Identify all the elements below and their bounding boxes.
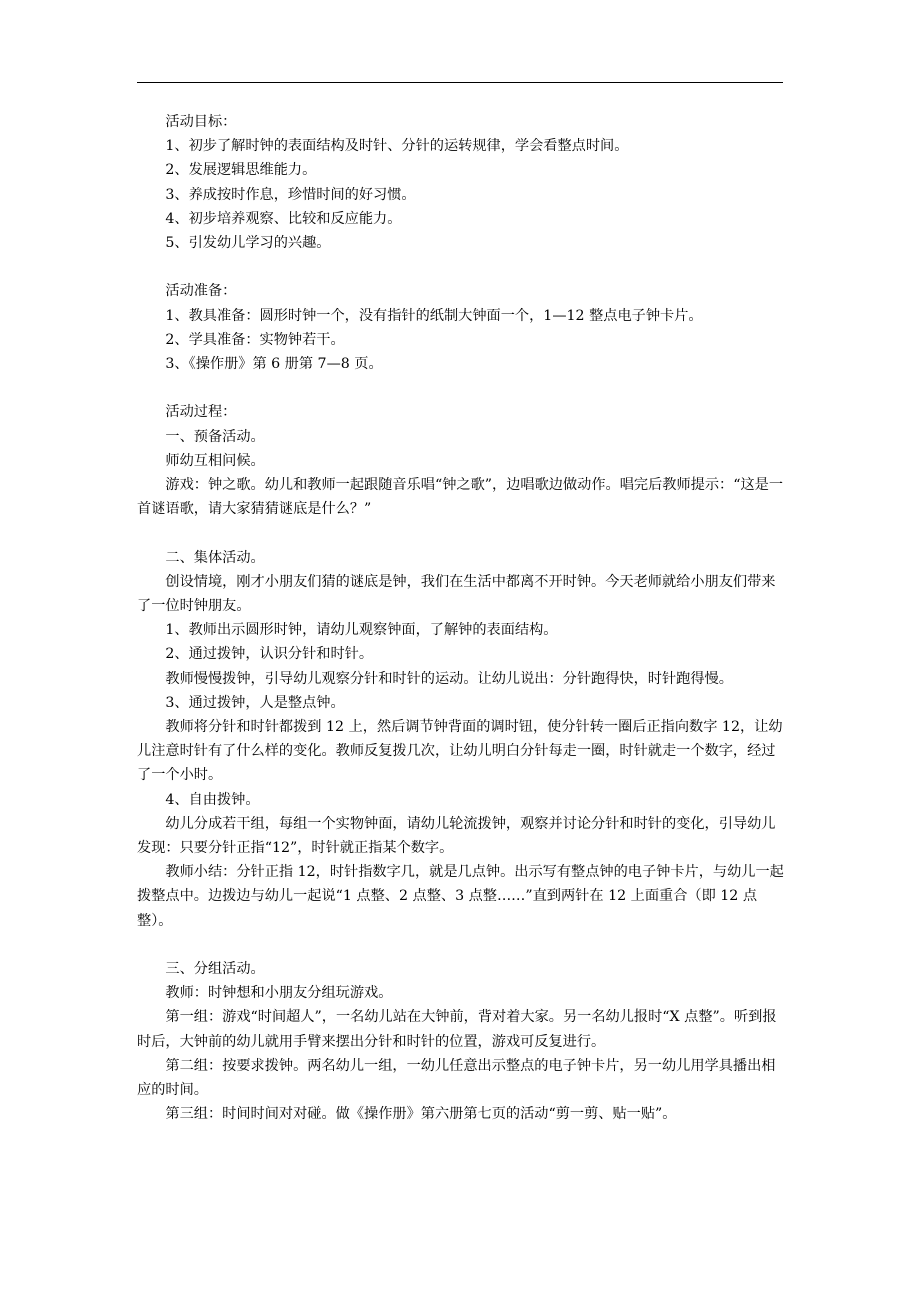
goal-item: 1、初步了解时钟的表面结构及时针、分针的运转规律，学会看整点时间。 [165,138,629,155]
paragraph: 4、自由拨钟。 [165,791,260,808]
section-title-prep: 活动准备： [165,283,237,300]
paragraph: 教师将分针和时针都拨到 12 上，然后调节钟背面的调时钮，使分针转一圈后正指向数字 12，让幼儿注意时针有了什么样的变化。教师反复拨几次，让幼儿明白分针每走一圈，时针就走一个数字，经过了一个小时。 [137,719,783,784]
spacer [137,376,787,400]
paragraph: 3、通过拨钟，人是整点钟。 [165,694,345,711]
section-title-process: 活动过程： [165,404,237,421]
header-rule [137,82,783,83]
spacer [137,255,787,279]
part-heading: 一、预备活动。 [165,428,265,445]
document-body [137,110,787,1126]
paragraph: 游戏：钟之歌。幼儿和教师一起跟随音乐唱“钟之歌”，边唱歌边做动作。唱完后教师提示：“这是一首谜语歌，请大家猜猜谜底是什么？” [137,477,784,518]
part-heading: 三、分组活动。 [165,961,265,978]
spacer [137,521,787,545]
paragraph: 教师慢慢拨钟，引导幼儿观察分针和时针的运动。让幼儿说出：分针跑得快，时针跑得慢。 [165,670,733,687]
paragraph: 教师：时钟想和小朋友分组玩游戏。 [165,985,393,1002]
paragraph: 幼儿分成若干组，每组一个实物钟面，请幼儿轮流拨钟，观察并讨论分针和时针的变化，引导幼儿发现：只要分针正指“12”，时针就正指某个数字。 [137,815,776,857]
goal-item: 2、发展逻辑思维能力。 [165,162,317,179]
paragraph: 创设情境，刚才小朋友们猜的谜底是钟，我们在生活中都离不开时钟。今天老师就给小朋友们带来了一位时钟朋友。 [137,573,776,615]
goal-item: 4、初步培养观察、比较和反应能力。 [165,210,402,227]
prep-item: 2、学具准备：实物钟若干。 [165,331,345,348]
paragraph: 1、教师出示圆形时钟，请幼儿观察钟面，了解钟的表面结构。 [165,622,558,639]
paragraph: 第一组：游戏“时间超人”，一名幼儿站在大钟前，背对着大家。另一名幼儿报时“X 点整”。听到报时后，大钟前的幼儿就用手臂来摆出分针和时针的位置，游戏可反复进行。 [137,1009,777,1050]
spacer [137,933,787,957]
paragraph: 2、通过拨钟，认识分针和时针。 [165,646,374,663]
paragraph: 第二组：按要求拨钟。两名幼儿一组，一幼儿任意出示整点的电子钟卡片，另一幼儿用学具播出相应的时间。 [137,1057,776,1099]
paragraph: 师幼互相问候。 [165,452,265,469]
prep-item: 1、教具准备：圆形时钟一个，没有指针的纸制大钟面一个，1—12 整点电子钟卡片。 [165,307,703,324]
part-heading: 二、集体活动。 [165,549,265,566]
goal-item: 3、养成按时作息，珍惜时间的好习惯。 [165,186,416,203]
goal-item: 5、引发幼儿学习的兴趣。 [165,235,331,252]
section-title-goals: 活动目标： [165,114,237,130]
prep-item: 3、《操作册》第 6 册第 7—8 页。 [165,356,383,373]
paragraph: 教师小结：分针正指 12，时针指数字几，就是几点钟。出示写有整点钟的电子钟卡片，与幼儿一起拨整点中。边拨边与幼儿一起说“1 点整、2 点整、3 点整……”直到两针在 12 上面重合（即 12 点整）。 [137,864,784,929]
paragraph: 第三组：时间时间对对碰。做《操作册》第六册第七页的活动“剪一剪、贴一贴”。 [165,1106,677,1123]
